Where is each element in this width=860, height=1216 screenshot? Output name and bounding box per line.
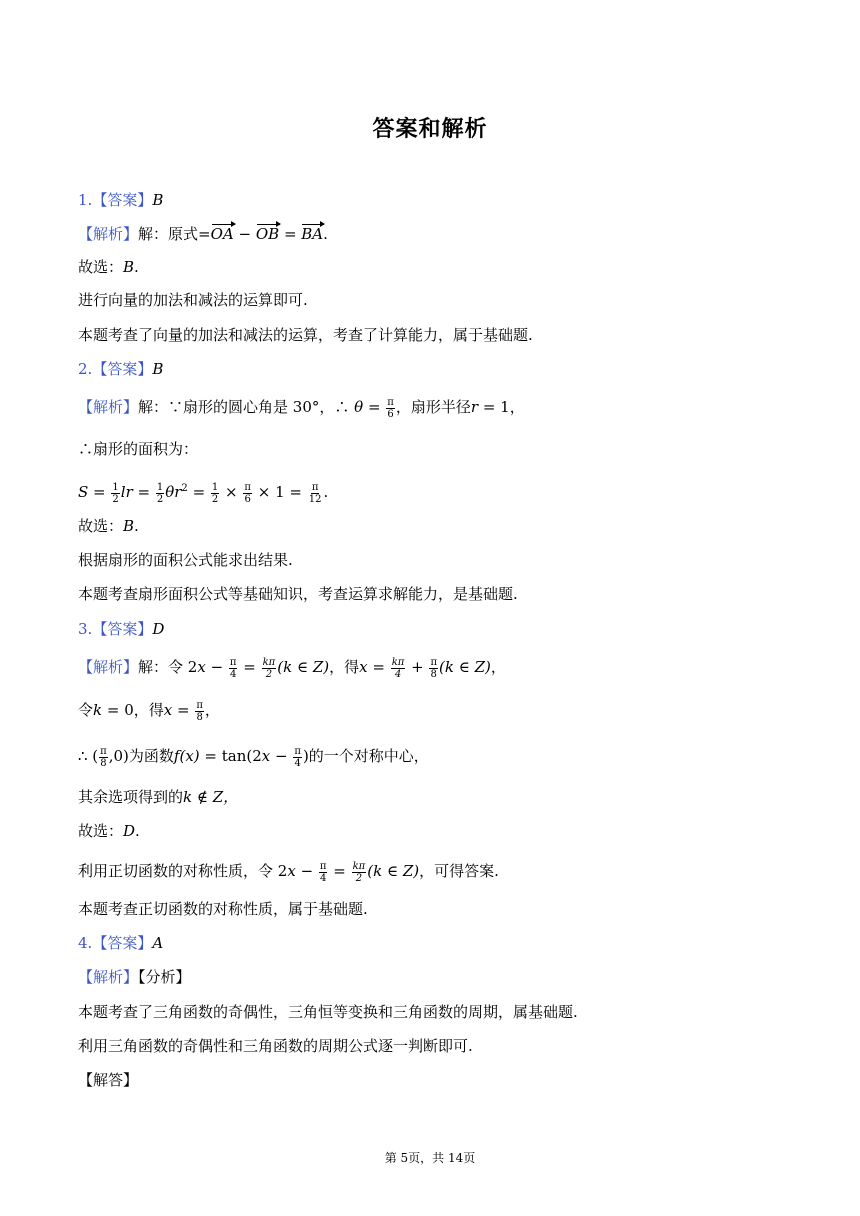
q4-answer-tag: 【答案】 — [92, 934, 153, 952]
fraction-pi-4 — [319, 861, 328, 884]
area-symbol: S — [78, 483, 89, 501]
equals-sign: = — [367, 658, 390, 676]
page-title: 答案和解析 — [372, 117, 488, 142]
fraction-pi-8 — [429, 657, 438, 680]
vector-ba: BA — [301, 225, 324, 243]
minus-sign: − — [295, 862, 318, 880]
fraction-pi-4 — [293, 746, 302, 769]
q1-analysis-text: 解：原式= — [138, 225, 211, 243]
q3-text: )的一个对称中心， — [302, 747, 429, 765]
q2-analysis-tag: 【解析】 — [78, 398, 139, 416]
theta: θ — [354, 398, 364, 416]
denominator: 8 — [196, 711, 203, 723]
fraction-pi-6 — [386, 397, 395, 420]
fraction-kpi-2 — [352, 861, 367, 884]
fraction-pi-12 — [308, 482, 323, 505]
q2-text: = 1， — [478, 398, 525, 416]
numerator: π — [387, 396, 394, 408]
numerator: 1 — [211, 481, 219, 493]
var-k: k — [93, 701, 103, 719]
q1-note-1: 进行向量的加法和减法的运算即可. — [78, 291, 308, 309]
q4-analysis-line — [78, 966, 191, 988]
period: . — [134, 517, 139, 535]
fraction-kpi-4 — [391, 657, 406, 680]
tan-function: = tan(2 — [199, 747, 262, 765]
q3-text: ∴ ( — [78, 747, 99, 765]
q3-method-line — [78, 860, 499, 884]
equals-sign: = — [132, 483, 155, 501]
q1-choose-line — [78, 256, 139, 278]
q2-answer-line — [78, 358, 163, 380]
q3-note: 本题考查正切函数的对称性质，属于基础题. — [78, 900, 368, 918]
period: . — [135, 822, 140, 840]
numerator: π — [430, 656, 438, 668]
equals-sign: = — [172, 701, 195, 719]
numerator: kπ — [352, 860, 366, 872]
vector-ob: OB — [255, 225, 280, 243]
numerator: π — [244, 481, 251, 493]
q1-answer-tag: 【答案】 — [92, 191, 153, 209]
fraction-half — [211, 482, 219, 505]
q3-text: 解：令 2 — [138, 658, 198, 676]
equals-sign: = — [363, 398, 386, 416]
plus-sign: + — [406, 658, 429, 676]
fraction-pi-4 — [229, 657, 238, 680]
k-in-z: (k ∈ Z) — [277, 658, 330, 676]
var-x: x — [359, 658, 368, 676]
var-k: k — [183, 788, 193, 806]
fraction-half — [156, 482, 164, 505]
q2-answer-tag: 【答案】 — [92, 360, 153, 378]
vector-oa: OA — [210, 225, 234, 243]
q1-number: 1. — [78, 191, 93, 209]
equals-sign: = — [88, 483, 111, 501]
numerator: π — [311, 481, 319, 493]
q3-choose-line — [78, 820, 140, 842]
period: . — [323, 483, 329, 501]
denominator: 2 — [211, 493, 219, 505]
var-x: x — [261, 747, 271, 765]
period: . — [323, 225, 328, 243]
q3-answer: D — [152, 620, 165, 638]
q4-number: 4. — [78, 934, 93, 952]
minus-sign: − — [233, 225, 256, 243]
denominator: 2 — [112, 493, 119, 505]
times-sign: × — [220, 483, 243, 501]
equals-sign: = — [279, 225, 302, 243]
var-x: x — [197, 658, 206, 676]
q2-number: 2. — [78, 360, 93, 378]
var-x: x — [287, 862, 296, 880]
numerator: 1 — [112, 481, 119, 493]
q3-text: 其余选项得到的 — [78, 788, 184, 806]
theta-r: θr — [165, 483, 182, 501]
denominator: 2 — [265, 668, 273, 680]
denominator: 6 — [244, 493, 251, 505]
denominator: 4 — [230, 668, 237, 680]
choose-answer: D — [123, 822, 136, 840]
denominator: 2 — [355, 872, 363, 884]
k-in-z: (k ∈ Z) — [439, 658, 491, 676]
q2-area-label: ∴扇形的面积为： — [78, 440, 199, 458]
denominator: 2 — [156, 493, 164, 505]
denominator: 8 — [430, 668, 437, 680]
numerator: π — [196, 699, 203, 711]
lr: lr — [120, 483, 133, 501]
q3-let-k-line — [78, 699, 220, 723]
q3-center-line — [78, 745, 429, 769]
q3-text: = 0，得 — [102, 701, 164, 719]
choose-answer: B — [123, 258, 135, 276]
q3-text: 令 — [78, 701, 94, 719]
q3-text: ，得 — [329, 658, 360, 676]
q2-formula-line — [78, 478, 328, 505]
fraction-pi-8 — [195, 700, 204, 723]
q2-note-2: 本题考查扇形面积公式等基础知识，考查运算求解能力，是基础题. — [78, 585, 518, 603]
numerator: kπ — [391, 656, 405, 668]
q3-answer-line — [78, 618, 164, 640]
fraction-kpi-2 — [262, 657, 277, 680]
numerator: π — [100, 745, 107, 757]
q3-text: ∉ Z， — [192, 788, 239, 806]
numerator: π — [294, 745, 301, 757]
q2-choose-line — [78, 515, 139, 537]
choose-label: 故选： — [78, 517, 124, 535]
q1-answer-line — [78, 189, 163, 211]
q2-answer: B — [152, 360, 164, 378]
q4-answer-line — [78, 932, 163, 954]
q1-answer: B — [152, 191, 164, 209]
q3-text: ，可得答案. — [419, 862, 499, 880]
q1-analysis-line — [78, 223, 328, 245]
minus-sign: − — [270, 747, 293, 765]
numerator: π — [319, 860, 327, 872]
comma: ， — [490, 658, 506, 676]
numerator: kπ — [262, 656, 276, 668]
q1-analysis-tag: 【解析】 — [78, 225, 139, 243]
denominator: 4 — [320, 872, 327, 884]
denominator: 4 — [394, 668, 402, 680]
fraction-pi-8 — [99, 746, 108, 769]
q3-others-line — [78, 786, 238, 808]
times-one: × 1 = — [252, 483, 307, 501]
equals-sign: = — [238, 658, 261, 676]
q1-note-2: 本题考查了向量的加法和减法的运算，考查了计算能力，属于基础题. — [78, 326, 533, 344]
q2-text: 解：∵扇形的圆心角是 30°，∴ — [138, 398, 355, 416]
page-footer: 第 5页，共 14页 — [384, 1151, 476, 1165]
q3-number: 3. — [78, 620, 93, 638]
choose-label: 故选： — [78, 822, 124, 840]
q4-analysis-tag: 【解析】 — [78, 968, 139, 986]
q2-analysis-line — [78, 396, 525, 420]
denominator: 12 — [308, 493, 322, 505]
equals-sign: = — [187, 483, 210, 501]
q2-note-1: 根据扇形的面积公式能求出结果. — [78, 551, 293, 569]
q4-solution-tag: 【解答】 — [78, 1071, 139, 1089]
q4-note-2: 利用三角函数的奇偶性和三角函数的周期公式逐一判断即可. — [78, 1037, 473, 1055]
denominator: 6 — [387, 408, 394, 420]
radius: r — [470, 398, 479, 416]
k-in-z: (k ∈ Z) — [367, 862, 420, 880]
denominator: 8 — [100, 757, 107, 769]
minus-sign: − — [205, 658, 228, 676]
function-f: f(x) — [173, 747, 200, 765]
denominator: 4 — [294, 757, 301, 769]
equals-sign: = — [328, 862, 351, 880]
choose-answer: B — [123, 517, 135, 535]
q3-text: ,0)为函数 — [108, 747, 174, 765]
q4-note-1: 本题考查了三角函数的奇偶性，三角恒等变换和三角函数的周期，属基础题. — [78, 1003, 578, 1021]
choose-label: 故选： — [78, 258, 124, 276]
q3-analysis-tag: 【解析】 — [78, 658, 139, 676]
numerator: 1 — [156, 481, 164, 493]
exponent: 2 — [181, 483, 188, 494]
q2-text: ，扇形半径 — [395, 398, 471, 416]
fraction-half — [111, 482, 119, 505]
fraction-pi-6 — [243, 482, 252, 505]
q4-analysis-subtag: 【分析】 — [138, 968, 191, 986]
q3-answer-tag: 【答案】 — [92, 620, 153, 638]
q3-analysis-line — [78, 656, 506, 680]
period: . — [134, 258, 139, 276]
comma: ， — [204, 701, 220, 719]
var-x: x — [163, 701, 173, 719]
numerator: π — [229, 656, 237, 668]
q3-text: 利用正切函数的对称性质，令 2 — [78, 862, 288, 880]
q4-answer: A — [152, 934, 164, 952]
